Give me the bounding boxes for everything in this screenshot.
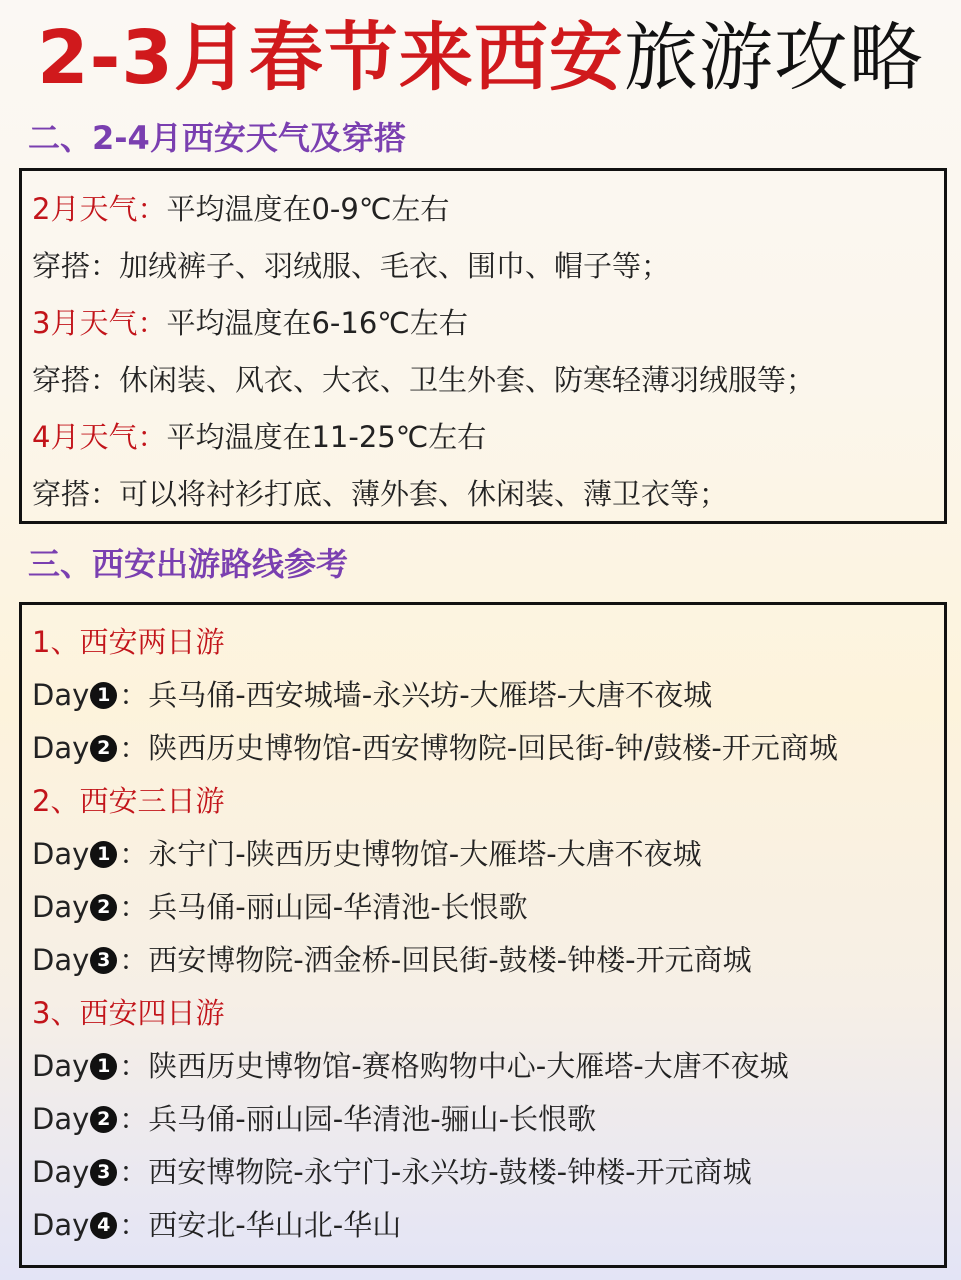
circled-number-icon: 3: [90, 1159, 117, 1186]
weather-label: 4月天气：: [32, 420, 167, 454]
circled-number-icon: 2: [90, 894, 117, 921]
title-red-part: 2-3月春节来西安: [37, 15, 624, 101]
routes-section-heading: 三、西安出游路线参考: [28, 545, 349, 583]
route-text: ：西安北-华山北-华山: [119, 1208, 402, 1242]
day-label: Day: [32, 731, 90, 765]
route-heading-two-day: 1、西安两日游: [32, 625, 225, 659]
weather-section-heading: 二、2-4月西安天气及穿搭: [28, 119, 406, 157]
weather-box: [19, 168, 947, 524]
route-day-row: [32, 1205, 401, 1245]
weather-text: 平均温度在11-25℃左右: [166, 420, 487, 454]
outfit-text: 穿搭：可以将衬衫打底、薄外套、休闲装、薄卫衣等；: [32, 477, 729, 511]
route-text: ：兵马俑-丽山园-华清池-长恨歌: [119, 890, 528, 924]
day-label: Day: [32, 1155, 90, 1189]
day-label: Day: [32, 837, 90, 871]
circled-number-icon: 1: [90, 841, 117, 868]
outfit-line-mar: [32, 360, 815, 400]
day-label: Day: [32, 678, 90, 712]
route-heading-three-day: 2、西安三日游: [32, 784, 225, 818]
day-label: Day: [32, 943, 90, 977]
weather-line-apr: [32, 417, 486, 457]
title-black-part: 旅游攻略: [623, 15, 924, 101]
day-label: Day: [32, 1102, 90, 1136]
route-day-row: [32, 1099, 596, 1139]
circled-number-icon: 2: [90, 735, 117, 762]
outfit-text: 穿搭：加绒裤子、羽绒服、毛衣、围巾、帽子等；: [32, 249, 671, 283]
route-text: ：陕西历史博物馆-西安博物院-回民街-钟/鼓楼-开元商城: [119, 731, 838, 765]
outfit-line-apr: [32, 474, 728, 514]
route-day-row: [32, 887, 528, 927]
route-text: ：兵马俑-西安城墙-永兴坊-大雁塔-大唐不夜城: [119, 678, 713, 712]
outfit-line-feb: [32, 246, 670, 286]
route-day-row: [32, 675, 712, 715]
day-label: Day: [32, 1208, 90, 1242]
route-day-row: [32, 940, 752, 980]
route-text: ：西安博物院-永宁门-永兴坊-鼓楼-钟楼-开元商城: [119, 1155, 752, 1189]
weather-text: 平均温度在6-16℃左右: [166, 306, 468, 340]
routes-box: [19, 602, 947, 1268]
page-title: [0, 8, 961, 108]
weather-label: 2月天气：: [32, 192, 167, 226]
route-day-row: [32, 1152, 752, 1192]
circled-number-icon: 1: [90, 1053, 117, 1080]
route-day-row: [32, 1046, 789, 1086]
route-day-row: [32, 834, 702, 874]
route-text: ：西安博物院-洒金桥-回民街-鼓楼-钟楼-开元商城: [119, 943, 752, 977]
day-label: Day: [32, 1049, 90, 1083]
weather-line-mar: [32, 303, 468, 343]
circled-number-icon: 3: [90, 947, 117, 974]
route-text: ：兵马俑-丽山园-华清池-骊山-长恨歌: [119, 1102, 597, 1136]
circled-number-icon: 2: [90, 1106, 117, 1133]
outfit-text: 穿搭：休闲装、风衣、大衣、卫生外套、防寒轻薄羽绒服等；: [32, 363, 816, 397]
weather-line-feb: [32, 189, 449, 229]
route-day-row: [32, 728, 838, 768]
weather-text: 平均温度在0-9℃左右: [166, 192, 450, 226]
day-label: Day: [32, 890, 90, 924]
route-text: ：永宁门-陕西历史博物馆-大雁塔-大唐不夜城: [119, 837, 702, 871]
route-text: ：陕西历史博物馆-赛格购物中心-大雁塔-大唐不夜城: [119, 1049, 789, 1083]
circled-number-icon: 4: [90, 1212, 117, 1239]
weather-label: 3月天气：: [32, 306, 167, 340]
circled-number-icon: 1: [90, 682, 117, 709]
route-heading-four-day: 3、西安四日游: [32, 996, 225, 1030]
